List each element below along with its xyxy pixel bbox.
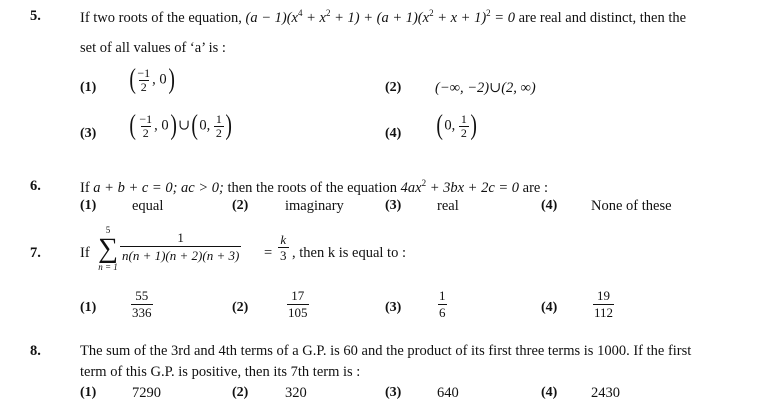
fraction-numerator: 55 — [135, 288, 149, 303]
option-1-value: 7290 — [132, 385, 161, 401]
option-4-value: None of these — [591, 198, 672, 214]
sum-lower-limit: n = 1 — [98, 262, 118, 272]
option-4-value — [593, 288, 614, 321]
question-text-mid: then the roots of the equation — [227, 179, 397, 196]
option-3-value: real — [437, 198, 459, 214]
question-number: 5. — [30, 8, 41, 24]
option-label: (1) — [80, 80, 97, 95]
fraction-denominator: 112 — [594, 305, 614, 320]
option-3-value: 640 — [437, 385, 459, 401]
question-text-post: are : — [522, 179, 549, 196]
option-label: (4) — [541, 385, 558, 400]
fraction-denominator: 336 — [132, 305, 152, 320]
fraction-numerator: 17 — [291, 288, 305, 303]
option-label: (3) — [80, 126, 97, 141]
fraction-denominator: 3 — [280, 248, 287, 263]
equation: $(a - 1)(x^4 + x^2 + 1) + (a + 1)(x^2 + x + 1)^2 = 0$ — [245, 8, 519, 26]
option-label: (4) — [385, 126, 402, 141]
fraction-denominator: 105 — [288, 305, 308, 320]
fraction-numerator: 1 — [177, 230, 184, 245]
option-4-value: 2430 — [591, 385, 620, 401]
option-label: (3) — [385, 300, 402, 315]
option-label: (3) — [385, 385, 402, 400]
equals-sign: = — [264, 245, 273, 261]
fraction-numerator: 19 — [597, 288, 611, 303]
option-label: (2) — [385, 80, 402, 95]
option-2-value — [287, 288, 309, 321]
question-text-line1: The sum of the 3rd and 4th terms of a G.P. is 60 and the product of its first three terms is 1000. If the first — [80, 343, 692, 359]
option-4-value: (0, $\frac{1}{2}$ ) — [436, 110, 477, 141]
option-2-value: imaginary — [285, 198, 344, 214]
question-text — [80, 8, 686, 27]
option-label: (3) — [385, 198, 402, 213]
question-text-post: , then k is equal to : — [292, 245, 406, 261]
question-text-line2: term of this G.P. is positive, then its 7th term is : — [80, 364, 361, 380]
option-1-value — [131, 288, 153, 321]
fraction-denominator: n(n + 1)(n + 2)(n + 3) — [122, 248, 240, 263]
sigma-symbol: ∑ — [98, 233, 118, 264]
question-text — [80, 178, 548, 197]
fraction-numerator: 1 — [439, 288, 446, 303]
question-text-pre: If — [80, 179, 90, 196]
option-3-value — [438, 288, 447, 321]
option-1-value: equal — [132, 198, 164, 214]
option-1-value: ( $\frac{-1}{2}$ , 0) — [129, 64, 175, 95]
option-label: (1) — [80, 385, 97, 400]
option-label: (2) — [232, 300, 249, 315]
option-label: (4) — [541, 198, 558, 213]
fraction-denominator: 6 — [439, 305, 446, 320]
option-label: (2) — [232, 385, 249, 400]
question-number: 6. — [30, 178, 41, 194]
summation — [96, 226, 120, 272]
question-number: 7. — [30, 245, 41, 261]
option-label: (1) — [80, 300, 97, 315]
option-2-value: (−∞, −2)∪(2, ∞) — [435, 80, 536, 96]
question-text-line2: set of all values of ‘a’ is : — [80, 40, 226, 56]
question-text-pre: If — [80, 245, 90, 261]
option-2-value: 320 — [285, 385, 307, 401]
question-number: 8. — [30, 343, 41, 359]
sum-upper-limit: 5 — [105, 225, 111, 235]
question-text-post: are real and distinct, then the — [518, 9, 687, 26]
equation: $4ax^2 + 3bx + 2c = 0$ — [400, 178, 520, 196]
condition: a + b + c = 0; ac > 0; — [93, 179, 224, 196]
k-fraction — [278, 232, 289, 263]
summand-fraction — [120, 230, 241, 264]
option-label: (1) — [80, 198, 97, 213]
question-text-pre: If two roots of the equation, — [80, 9, 242, 26]
option-label: (4) — [541, 300, 558, 315]
fraction-numerator: k — [280, 232, 287, 247]
option-label: (2) — [232, 198, 249, 213]
option-3-value: ( $\frac{-1}{2}$ , 0)∪(0, $\frac{1}{2}$ ) — [129, 110, 232, 141]
